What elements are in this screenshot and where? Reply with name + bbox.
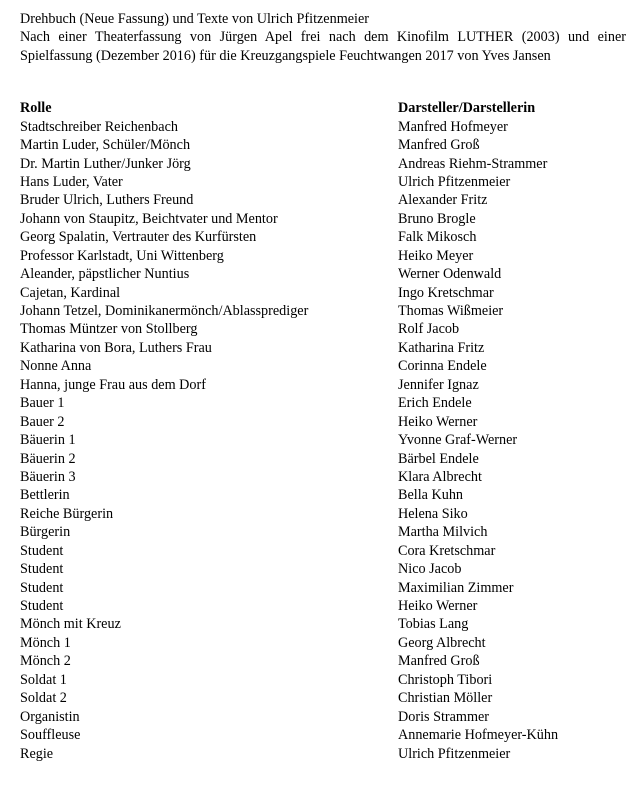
actor-cell: Heiko Meyer bbox=[398, 247, 474, 264]
role-cell: Mönch mit Kreuz bbox=[20, 616, 121, 633]
actor-cell: Thomas Wißmeier bbox=[398, 303, 504, 320]
role-cell: Organistin bbox=[20, 708, 80, 725]
table-row bbox=[20, 486, 626, 504]
actor-cell: Manfred Hofmeyer bbox=[398, 118, 508, 135]
table-row bbox=[20, 726, 626, 744]
actor-cell: Yvonne Graf-Werner bbox=[398, 432, 518, 449]
table-row bbox=[20, 652, 626, 670]
role-cell: Bauer 2 bbox=[20, 413, 65, 430]
role-cell: Mönch 1 bbox=[20, 634, 71, 651]
actor-cell: Annemarie Hofmeyer-Kühn bbox=[398, 727, 559, 744]
actor-cell: Rolf Jacob bbox=[398, 321, 460, 338]
actor-cell: Katharina Fritz bbox=[398, 339, 485, 356]
table-row bbox=[20, 413, 626, 431]
role-cell: Student bbox=[20, 561, 64, 578]
role-cell: Bauer 1 bbox=[20, 395, 65, 412]
table-row bbox=[20, 118, 626, 136]
actor-cell: Falk Mikosch bbox=[398, 229, 477, 246]
intro-block bbox=[20, 10, 626, 65]
actor-cell: Werner Odenwald bbox=[398, 266, 502, 283]
table-row bbox=[20, 265, 626, 283]
role-cell: Regie bbox=[20, 745, 54, 762]
role-cell: Dr. Martin Luther/Junker Jörg bbox=[20, 155, 191, 172]
table-row bbox=[20, 136, 626, 154]
role-cell: Cajetan, Kardinal bbox=[20, 284, 121, 301]
role-cell: Mönch 2 bbox=[20, 653, 71, 670]
table-row bbox=[20, 468, 626, 486]
actor-cell: Bella Kuhn bbox=[398, 487, 464, 504]
actor-cell: Christoph Tibori bbox=[398, 671, 493, 688]
cast-rows bbox=[20, 118, 626, 763]
role-cell: Bettlerin bbox=[20, 487, 70, 504]
actor-cell: Georg Albrecht bbox=[398, 634, 486, 651]
actor-cell: Ingo Kretschmar bbox=[398, 284, 494, 301]
table-row bbox=[20, 560, 626, 578]
table-row bbox=[20, 579, 626, 597]
actor-cell: Christian Möller bbox=[398, 690, 493, 707]
table-row bbox=[20, 302, 626, 320]
table-row bbox=[20, 597, 626, 615]
table-row bbox=[20, 431, 626, 449]
table-row bbox=[20, 745, 626, 763]
table-row bbox=[20, 228, 626, 246]
table-row bbox=[20, 505, 626, 523]
table-row bbox=[20, 450, 626, 468]
role-cell: Johann von Staupitz, Beichtvater und Mentor bbox=[20, 210, 278, 227]
table-row bbox=[20, 615, 626, 633]
cast-table bbox=[20, 99, 626, 763]
table-row bbox=[20, 210, 626, 228]
actor-cell: Nico Jacob bbox=[398, 561, 462, 578]
role-cell: Reiche Bürgerin bbox=[20, 505, 114, 522]
role-cell: Georg Spalatin, Vertrauter des Kurfürsten bbox=[20, 229, 257, 246]
header-actor: Darsteller/Darstellerin bbox=[398, 100, 536, 117]
actor-cell: Doris Strammer bbox=[398, 708, 490, 725]
table-row bbox=[20, 708, 626, 726]
role-cell: Hanna, junge Frau aus dem Dorf bbox=[20, 376, 206, 393]
table-row bbox=[20, 394, 626, 412]
credits-line: Drehbuch (Neue Fassung) und Texte von Ulrich Pfitzenmeier bbox=[20, 11, 369, 27]
source-note: Nach einer Theaterfassung von Jürgen Apel frei nach dem Kinofilm LUTHER (2003) und einer Spielfassung (Dezember 2016) für die Kreuzgangspiele Feuchtwangen 2017 von Yves Jansen bbox=[20, 29, 626, 64]
table-row bbox=[20, 523, 626, 541]
actor-cell: Alexander Fritz bbox=[398, 192, 488, 209]
role-cell: Soldat 1 bbox=[20, 671, 67, 688]
role-cell: Bürgerin bbox=[20, 524, 71, 541]
actor-cell: Erich Endele bbox=[398, 395, 472, 412]
role-cell: Johann Tetzel, Dominikanermönch/Ablassprediger bbox=[20, 303, 309, 320]
table-row bbox=[20, 634, 626, 652]
table-row bbox=[20, 339, 626, 357]
role-cell: Aleander, päpstlicher Nuntius bbox=[20, 266, 190, 283]
document-page bbox=[20, 10, 626, 763]
role-cell: Martin Luder, Schüler/Mönch bbox=[20, 137, 191, 154]
table-row bbox=[20, 284, 626, 302]
role-cell: Soldat 2 bbox=[20, 690, 67, 707]
actor-cell: Ulrich Pfitzenmeier bbox=[398, 173, 511, 190]
role-cell: Thomas Müntzer von Stollberg bbox=[20, 321, 198, 338]
table-row bbox=[20, 173, 626, 191]
actor-cell: Heiko Werner bbox=[398, 413, 478, 430]
actor-cell: Manfred Groß bbox=[398, 137, 480, 154]
actor-cell: Bärbel Endele bbox=[398, 450, 479, 467]
actor-cell: Bruno Brogle bbox=[398, 210, 476, 227]
actor-cell: Heiko Werner bbox=[398, 598, 478, 615]
role-cell: Hans Luder, Vater bbox=[20, 173, 123, 190]
role-cell: Nonne Anna bbox=[20, 358, 92, 375]
header-role: Rolle bbox=[20, 100, 52, 117]
role-cell: Souffleuse bbox=[20, 727, 81, 744]
role-cell: Bäuerin 2 bbox=[20, 450, 76, 467]
role-cell: Student bbox=[20, 579, 64, 596]
actor-cell: Tobias Lang bbox=[398, 616, 469, 633]
actor-cell: Corinna Endele bbox=[398, 358, 487, 375]
actor-cell: Ulrich Pfitzenmeier bbox=[398, 745, 511, 762]
role-cell: Bruder Ulrich, Luthers Freund bbox=[20, 192, 194, 209]
actor-cell: Helena Siko bbox=[398, 505, 468, 522]
table-row bbox=[20, 320, 626, 338]
table-row bbox=[20, 689, 626, 707]
table-row bbox=[20, 357, 626, 375]
actor-cell: Klara Albrecht bbox=[398, 468, 482, 485]
table-row bbox=[20, 191, 626, 209]
actor-cell: Maximilian Zimmer bbox=[398, 579, 514, 596]
role-cell: Stadtschreiber Reichenbach bbox=[20, 118, 178, 135]
actor-cell: Manfred Groß bbox=[398, 653, 480, 670]
cast-table-header bbox=[20, 99, 626, 117]
role-cell: Bäuerin 1 bbox=[20, 432, 76, 449]
table-row bbox=[20, 247, 626, 265]
table-row bbox=[20, 376, 626, 394]
actor-cell: Jennifer Ignaz bbox=[398, 376, 479, 393]
role-cell: Student bbox=[20, 598, 64, 615]
table-row bbox=[20, 542, 626, 560]
actor-cell: Martha Milvich bbox=[398, 524, 488, 541]
table-row bbox=[20, 671, 626, 689]
role-cell: Katharina von Bora, Luthers Frau bbox=[20, 339, 212, 356]
actor-cell: Andreas Riehm-Strammer bbox=[398, 155, 548, 172]
role-cell: Bäuerin 3 bbox=[20, 468, 76, 485]
actor-cell: Cora Kretschmar bbox=[398, 542, 496, 559]
table-row bbox=[20, 155, 626, 173]
role-cell: Professor Karlstadt, Uni Wittenberg bbox=[20, 247, 224, 264]
role-cell: Student bbox=[20, 542, 64, 559]
